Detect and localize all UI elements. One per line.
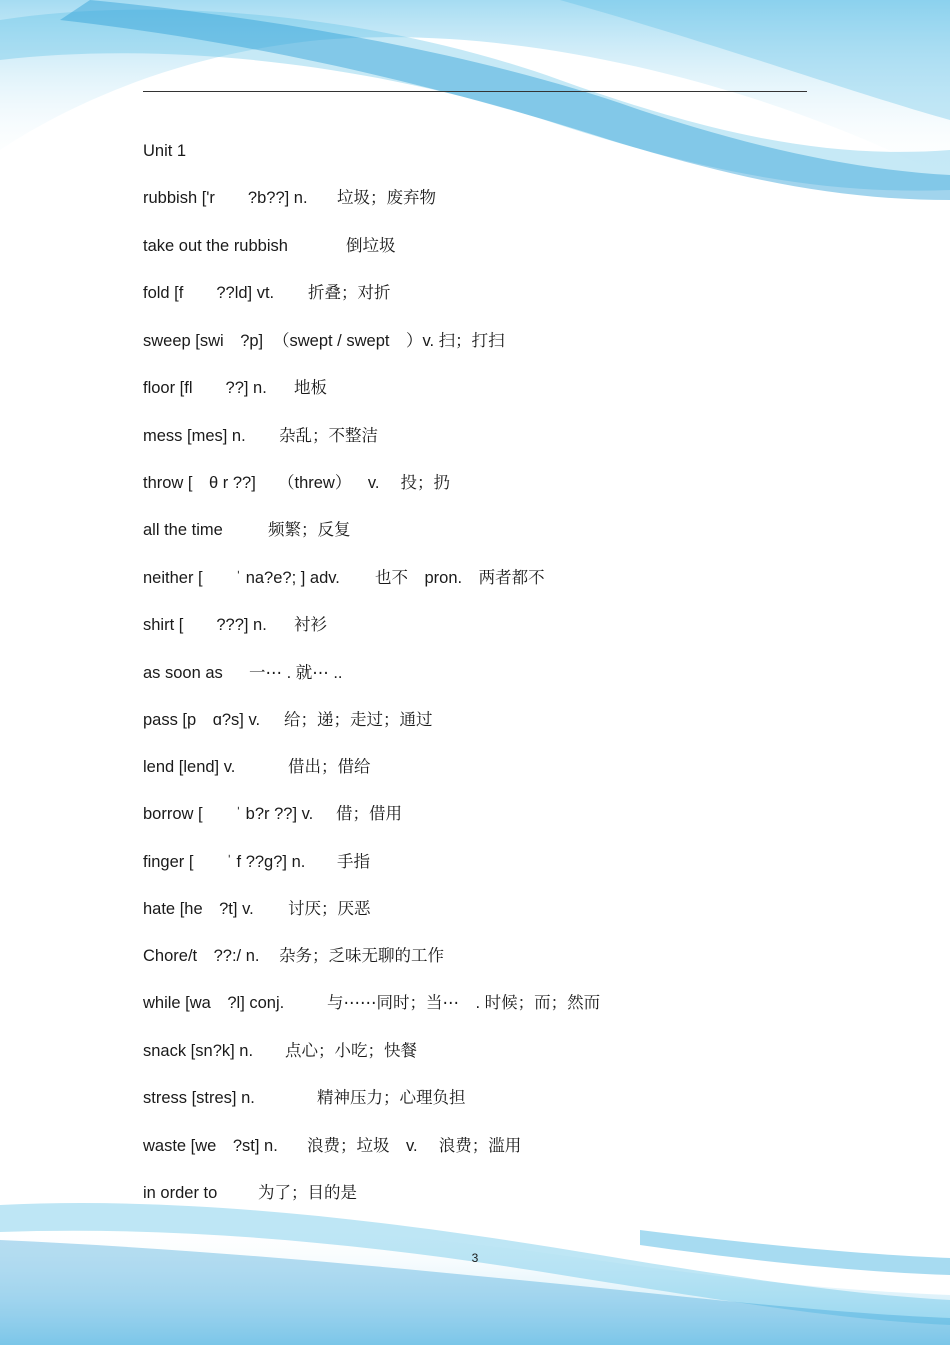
unit-title: Unit 1: [143, 142, 187, 160]
vocab-entry: [143, 1040, 417, 1062]
vocab-entry: [143, 1087, 466, 1109]
entry-meaning: 浪费；垃圾 v. 浪费；滥用: [307, 1137, 522, 1155]
entry-meaning: 地板: [294, 379, 327, 397]
vocab-entry: [143, 425, 378, 447]
vocab-entry: [143, 472, 451, 494]
entry-meaning: 一⋯ . 就⋯ ..: [249, 664, 343, 682]
entry-meaning: 与⋯⋯同时；当⋯ . 时候；而；然而: [327, 994, 601, 1012]
entry-meaning: 精神压力；心理负担: [317, 1089, 466, 1107]
entry-headword: stress [stres] n.: [143, 1089, 255, 1107]
vocab-entry: [143, 377, 327, 399]
entry-headword: lend [lend] v.: [143, 758, 236, 776]
entry-meaning: 借；借用: [336, 805, 402, 823]
vocab-entry: [143, 851, 370, 873]
vocab-entry: [143, 709, 433, 731]
vocab-entry: [143, 1182, 357, 1204]
entry-headword: neither [ ˈ na?e?; ] adv.: [143, 569, 340, 587]
entry-headword: mess [mes] n.: [143, 427, 246, 445]
entry-headword: all the time: [143, 521, 223, 539]
vocab-entry: [143, 1135, 522, 1157]
entry-meaning: 给；递；走过；通过: [284, 711, 433, 729]
entry-meaning: 手指: [337, 853, 370, 871]
vocab-entry: [143, 330, 505, 352]
vocab-entry: [143, 282, 391, 304]
entry-meaning: 倒垃圾: [346, 237, 396, 255]
entry-headword: hate [he ?t] v.: [143, 900, 254, 918]
vocab-entry: [143, 898, 371, 920]
entry-headword: fold [f ??ld] vt.: [143, 284, 275, 302]
page-number: 3: [471, 1251, 479, 1265]
vocab-entry: [143, 567, 545, 589]
vocab-entry: [143, 519, 351, 541]
entry-headword: waste [we ?st] n.: [143, 1137, 278, 1155]
entry-meaning: 借出；借给: [288, 758, 371, 776]
entry-headword: snack [sn?k] n.: [143, 1042, 254, 1060]
vocab-entry: [143, 756, 371, 778]
entry-meaning: 杂乱；不整洁: [279, 427, 378, 445]
vocab-entry: [143, 614, 327, 636]
entry-headword: as soon as: [143, 664, 223, 682]
entry-headword: pass [p ɑ?s] v.: [143, 711, 261, 729]
entry-headword: in order to: [143, 1184, 218, 1202]
entry-headword: Chore/t ??:/ n.: [143, 947, 260, 965]
vocab-entry: [143, 235, 396, 257]
vocab-entry: [143, 945, 444, 967]
entry-meaning: 衬衫: [294, 616, 327, 634]
entry-headword: floor [fl ??] n.: [143, 379, 267, 397]
entry-headword: shirt [ ???] n.: [143, 616, 267, 634]
entry-headword: throw [ θ r ??]: [143, 474, 256, 492]
entry-headword: while [wa ?l] conj.: [143, 994, 285, 1012]
entry-headword: take out the rubbish: [143, 237, 288, 255]
vocab-entry: [143, 992, 601, 1014]
entry-headword: sweep [swi ?p]: [143, 332, 264, 350]
vocab-entry: [143, 662, 343, 684]
entry-meaning: 也不 pron. 两者都不: [375, 569, 545, 587]
header-rule: [143, 91, 807, 92]
entry-meaning: 讨厌；厌恶: [288, 900, 371, 918]
entry-meaning: （swept / swept ）v. 扫；打扫: [273, 332, 505, 350]
entry-meaning: （threw） v. 投；扔: [278, 474, 451, 492]
entry-meaning: 垃圾；废弃物: [337, 189, 436, 207]
entry-meaning: 杂务；乏味无聊的工作: [279, 947, 444, 965]
entry-meaning: 点心；小吃；快餐: [285, 1042, 417, 1060]
entry-headword: rubbish ['r ?b??] n.: [143, 189, 308, 207]
entry-headword: finger [ ˈ f ??g?] n.: [143, 853, 306, 871]
vocab-entry: [143, 187, 436, 209]
entry-meaning: 折叠；对折: [308, 284, 391, 302]
vocab-entry: [143, 803, 402, 825]
entry-meaning: 为了；目的是: [258, 1184, 357, 1202]
entry-meaning: 频繁；反复: [268, 521, 351, 539]
entry-headword: borrow [ ˈ b?r ??] v.: [143, 805, 314, 823]
